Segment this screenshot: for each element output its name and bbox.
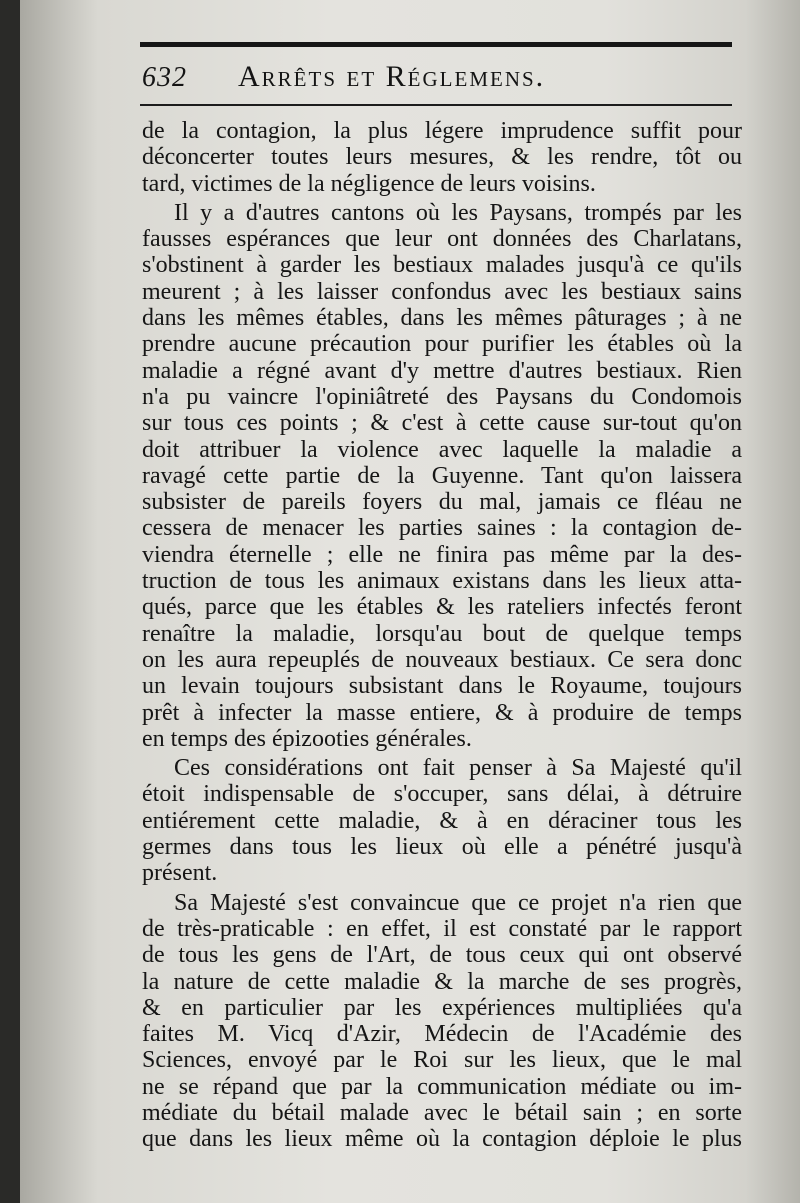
text-line: un levain toujours subsistant dans le Royaume, toujours [142,673,742,700]
text-line: prendre aucune précaution pour purifier les étables où la [142,331,742,358]
text-line: déconcerter toutes leurs mesures, & les rendre, tôt ou [142,144,742,171]
text-line: présent. [142,860,218,887]
text-line: n'a pu vaincre l'opiniâtreté des Paysans du Condomois [142,383,742,410]
text-line: médiate du bétail malade avec le bétail sain ; en sorte [142,1099,742,1126]
header-rule-bottom [140,104,732,106]
text-line: qués, parce que les étables & les rateliers infectés feront [142,594,742,621]
text-line: ne se répand que par la communication médiate ou im- [142,1073,742,1100]
text-line: de la contagion, la plus légere imprudence suffit pour [142,118,742,144]
text-line: meurent ; à les laisser confondus avec les bestiaux sains [142,278,742,305]
text-line: doit attribuer la violence avec laquelle la maladie a [142,436,742,463]
text-line: maladie a régné avant d'y mettre d'autres bestiaux. Rien [142,357,742,384]
text-line: étoit indispensable de s'occuper, sans délai, à détruire [142,781,742,808]
text-line: sur tous ces points ; & c'est à cette cause sur-tout qu'on [142,410,742,437]
text-line: en temps des épizooties générales. [142,725,472,752]
text-line: Sa Majesté s'est convaincue que ce projet n'a rien que [174,889,742,916]
text-line: germes dans tous les lieux où elle a pénétré jusqu'à [142,834,742,861]
text-line: tard, victimes de la négligence de leurs voisins. [142,170,596,197]
text-line: & en particulier par les expériences multipliées qu'a [142,994,742,1021]
text-line: truction de tous les animaux existans dans les lieux atta- [142,568,742,595]
text-line: entiérement cette maladie, & à en déraciner tous les [142,807,742,834]
text-line: dans les mêmes étables, dans les mêmes pâturages ; à ne [142,305,742,332]
text-line: ravagé cette partie de la Guyenne. Tant qu'on laissera [142,462,742,489]
text-line: viendra éternelle ; elle ne finira pas même par la des- [142,541,742,568]
text-line: Ces considérations ont fait penser à Sa Majesté qu'il [174,755,742,782]
text-line: s'obstinent à garder les bestiaux malades jusqu'à ce qu'ils [142,252,742,279]
text-line: la nature de cette maladie & la marche de ses progrès, [142,968,742,995]
text-line: on les aura repeuplés de nouveaux bestiaux. Ce sera donc [142,646,742,673]
running-title: Arrêts et Réglemens. [238,60,546,93]
text-line: de très-praticable : en effet, il est constaté par le rapport [142,915,742,942]
text-line: Il y a d'autres cantons où les Paysans, trompés par les [174,199,742,226]
text-line: faites M. Vicq d'Azir, Médecin de l'Académie des [142,1021,742,1048]
header-rule-top [140,42,732,47]
text-line: cessera de menacer les parties saines : la contagion de- [142,515,742,542]
text-line: renaître la maladie, lorsqu'au bout de quelque temps [142,620,742,647]
page-number: 632 [142,62,187,93]
text-line: prêt à infecter la masse entiere, & à produire de temps [142,699,742,726]
text-line: Sciences, envoyé par le Roi sur les lieux, que le mal [142,1047,742,1074]
text-line: de tous les gens de l'Art, de tous ceux qui ont observé [142,942,742,969]
text-line: fausses espérances que leur ont données des Charlatans, [142,226,742,253]
book-page [20,0,800,1203]
text-line: subsister de pareils foyers du mal, jamais ce fléau ne [142,489,742,516]
text-line: que dans les lieux même où la contagion déploie le plus [142,1126,742,1153]
body-text [142,118,742,1153]
